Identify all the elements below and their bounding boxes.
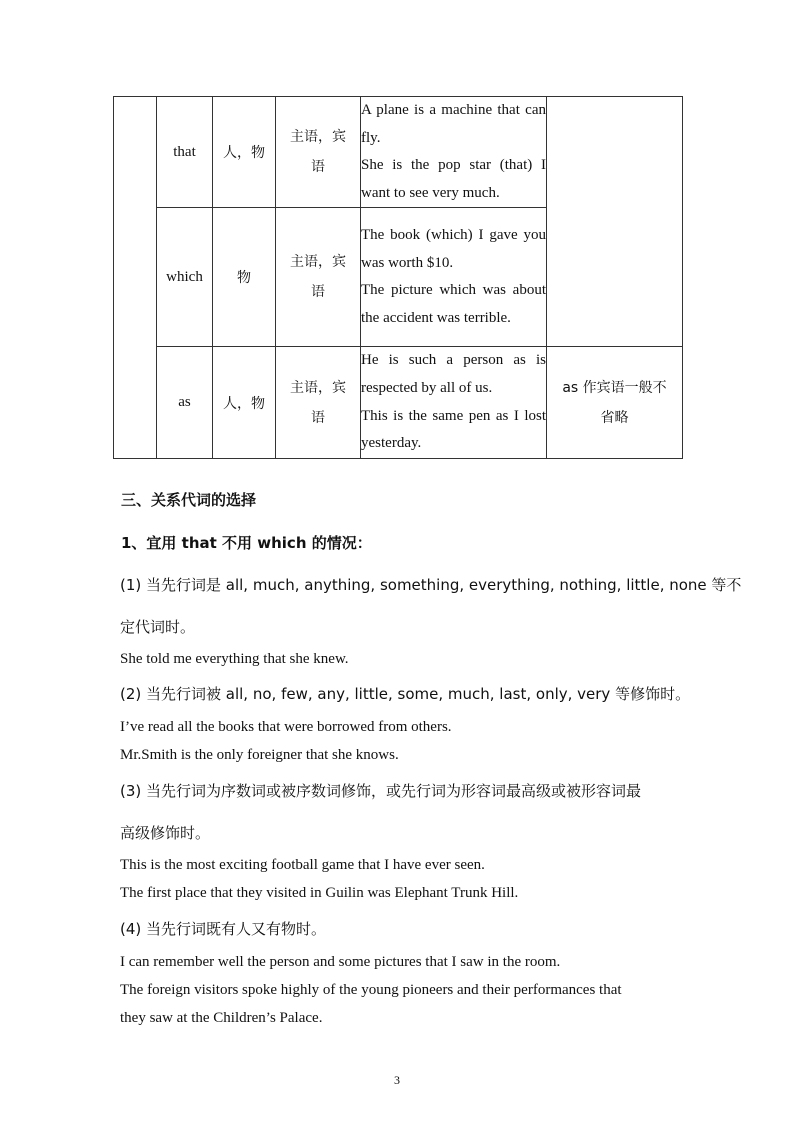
sub-heading: 1、宜用 that 不用 which 的情况： xyxy=(121,534,372,552)
rule-item: (2) 当先行词被 all, no, few, any, little, some, much, last, only, very 等修饰时。 xyxy=(120,685,691,703)
section-heading: 三、关系代词的选择 xyxy=(121,491,257,509)
example-line: I’ve read all the books that were borrowed from others. xyxy=(120,719,452,735)
function-line: 语 xyxy=(311,409,325,426)
example-line: Mr.Smith is the only foreigner that she knows. xyxy=(120,747,399,763)
example-cell xyxy=(361,97,547,208)
example-sentence: She is the pop star (that) I want to see very much. xyxy=(361,157,546,201)
note-cell xyxy=(547,347,683,458)
rule-item: (4) 当先行词既有人又有物时。 xyxy=(120,920,327,938)
example-sentence: The book (which) I gave you was worth $10. xyxy=(361,227,546,271)
function-line: 主语，宾 xyxy=(290,379,346,396)
example-sentence: A plane is a machine that can fly. xyxy=(361,102,546,146)
antecedent-cell: 人，物 xyxy=(213,347,276,458)
category-cell xyxy=(114,97,157,459)
table-row xyxy=(114,347,683,458)
table-row xyxy=(114,97,683,208)
example-line: The first place that they visited in Guilin was Elephant Trunk Hill. xyxy=(120,885,519,901)
function-cell xyxy=(276,347,361,458)
example-line: The foreign visitors spoke highly of the young pioneers and their performances that xyxy=(120,982,622,998)
pronoun-cell: that xyxy=(157,97,213,208)
function-cell xyxy=(276,208,361,347)
example-sentence: He is such a person as is respected by all of us. xyxy=(361,352,546,396)
pronoun-cell: which xyxy=(157,208,213,347)
note-line: 省略 xyxy=(600,409,629,426)
antecedent-cell: 物 xyxy=(213,208,276,347)
function-line: 语 xyxy=(311,159,325,176)
example-sentence: This is the same pen as I lost yesterday. xyxy=(361,407,546,452)
note-line: as 作宾语一般不 xyxy=(562,379,667,396)
function-line: 主语，宾 xyxy=(290,254,346,271)
pronoun-cell: as xyxy=(157,347,213,458)
example-line: I can remember well the person and some pictures that I saw in the room. xyxy=(120,954,561,970)
rule-item: (3) 当先行词为序数词或被序数词修饰，或先行词为形容词最高级或被形容词最 xyxy=(120,782,642,800)
example-sentence: The picture which was about the accident was terrible. xyxy=(361,282,546,326)
note-cell xyxy=(547,97,683,347)
rule-item-continued: 定代词时。 xyxy=(120,618,196,636)
example-cell xyxy=(361,208,547,347)
function-line: 主语，宾 xyxy=(290,129,346,146)
example-line: This is the most exciting football game that I have ever seen. xyxy=(120,857,485,873)
function-cell xyxy=(276,97,361,208)
example-line: they saw at the Children’s Palace. xyxy=(120,1010,323,1026)
rule-item: (1) 当先行词是 all, much, anything, something, everything, nothing, little, none 等不 xyxy=(120,576,742,594)
page-number: 3 xyxy=(394,1073,400,1087)
rule-item-continued: 高级修饰时。 xyxy=(120,824,211,842)
example-line: She told me everything that she knew. xyxy=(120,651,349,667)
antecedent-cell: 人，物 xyxy=(213,97,276,208)
example-cell xyxy=(361,347,547,458)
relative-pronoun-table xyxy=(113,96,683,459)
function-line: 语 xyxy=(311,284,325,301)
